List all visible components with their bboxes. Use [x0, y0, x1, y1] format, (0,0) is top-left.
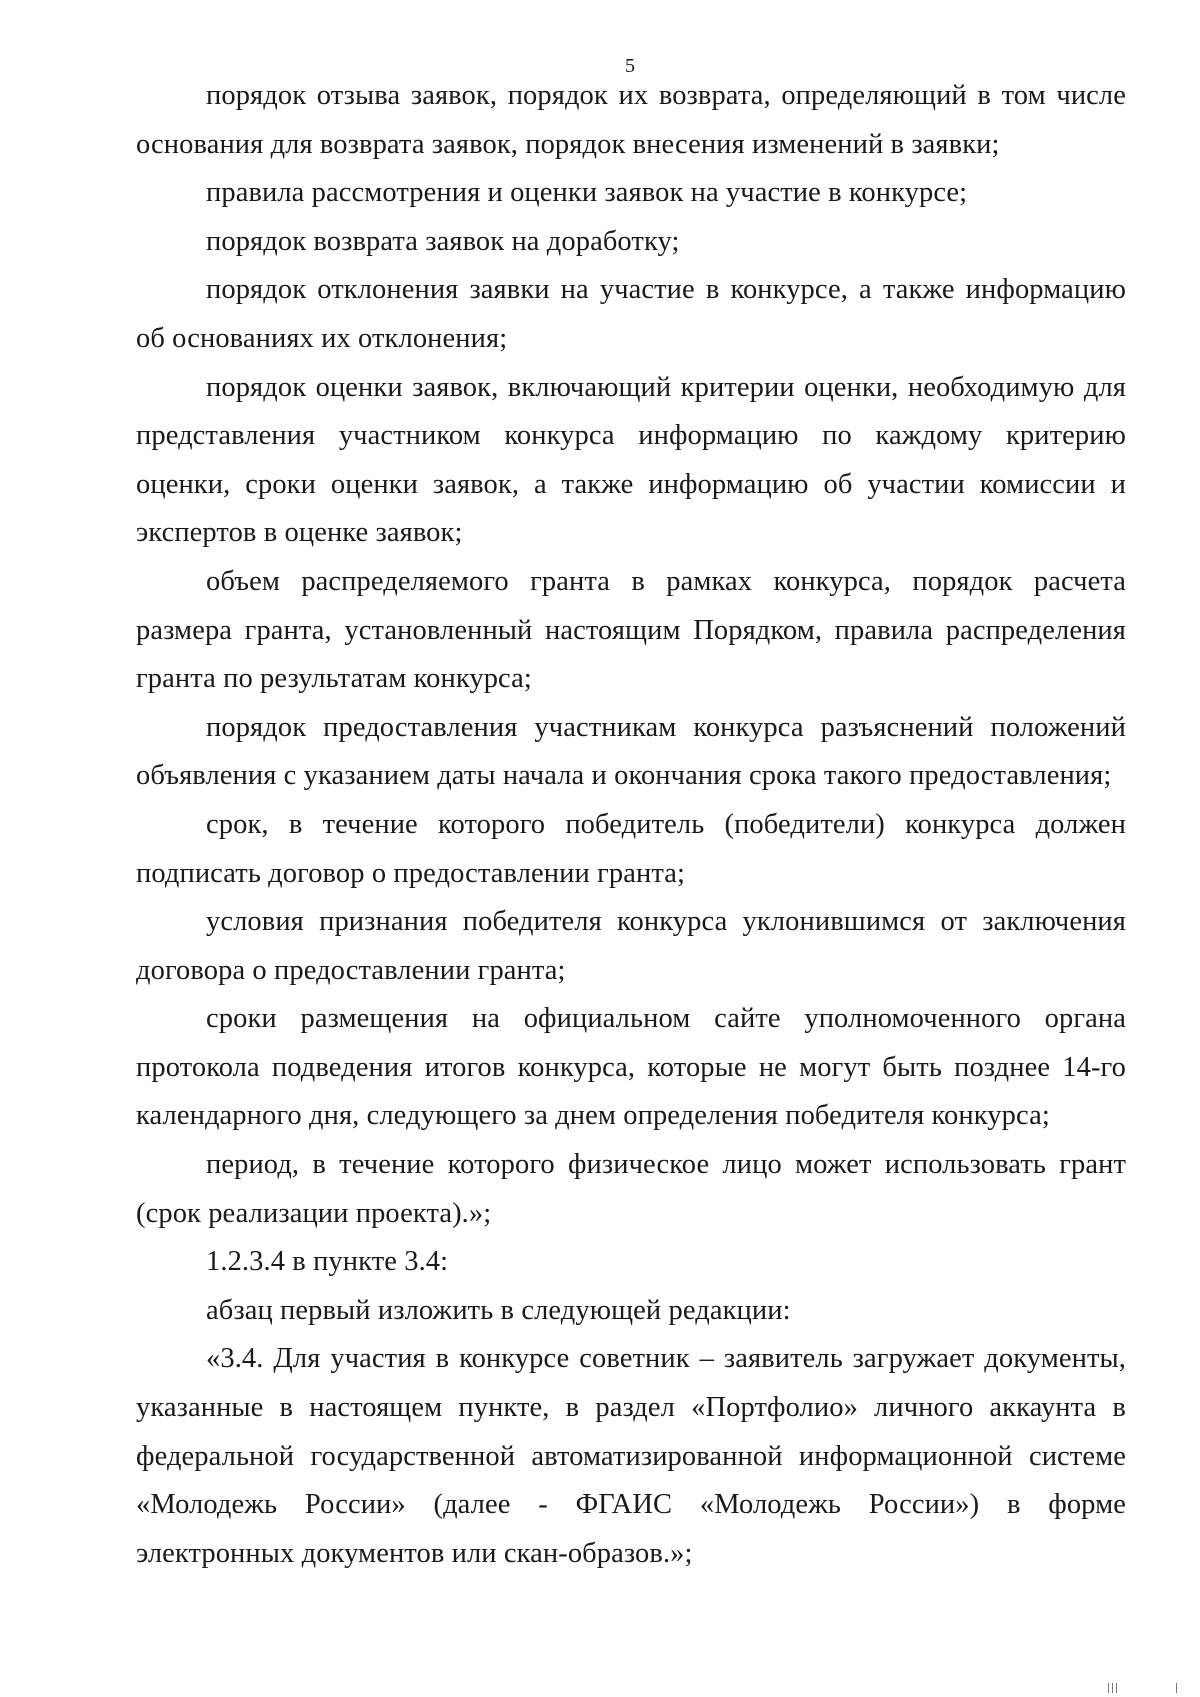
paragraph: правила рассмотрения и оценки заявок на участие в конкурсе; [206, 177, 968, 209]
paragraph: сроки размещения на официальном сайте уполномоченного органа протокола подведения итогов конкурса, которые не могут быть позднее 14-го календарного дня, следующего за днем определения победителя конкурса; [136, 1003, 1126, 1132]
paragraph: порядок возврата заявок на доработку; [206, 225, 680, 257]
paragraph: условия признания победителя конкурса уклонившимся от заключения договора о предоставлении гранта; [136, 906, 1126, 986]
paragraph: объем распределяемого гранта в рамках конкурса, порядок расчета размера гранта, установленный настоящим Порядком, правила распределения гранта по результатам конкурса; [136, 565, 1126, 695]
scan-artifact-mark [1108, 1683, 1109, 1693]
paragraph: период, в течение которого физическое лицо может использовать грант (срок реализации проекта).»; [136, 1149, 1126, 1229]
scan-artifact-mark [1176, 1683, 1177, 1693]
paragraph: порядок предоставления участникам конкурса разъяснений положений объявления с указанием даты начала и окончания срока такого предоставления; [136, 711, 1126, 792]
paragraph: срок, в течение которого победитель (победители) конкурса должен подписать договор о предоставлении гранта; [136, 808, 1126, 889]
paragraph: 1.2.3.4 в пункте 3.4: [206, 1246, 449, 1278]
document-body [136, 72, 1126, 1578]
paragraph: порядок отклонения заявки на участие в конкурсе, а также информацию об основаниях их отклонения; [136, 274, 1126, 354]
paragraph: порядок оценки заявок, включающий критерии оценки, необходимую для представления участником конкурса информацию по каждому критерию оценки, сроки оценки заявок, а также информацию об участии комиссии и экспертов в оценке заявок; [136, 371, 1126, 549]
paragraph: абзац первый изложить в следующей редакции: [206, 1294, 791, 1326]
paragraph: порядок отзыва заявок, порядок их возврата, определяющий в том числе основания для возврата заявок, порядок внесения изменений в заявки; [136, 80, 1126, 160]
paragraph: «3.4. Для участия в конкурсе советник – заявитель загружает документы, указанные в настоящем пункте, в раздел «Портфолио» личного аккаунта в федеральной государственной автоматизированной информационной системе «Молодежь России» (далее - ФГАИС «Молодежь России») в форме электронных документов или скан-образов.»; [136, 1343, 1126, 1569]
scan-artifact-mark [1112, 1683, 1113, 1693]
page-number: 5 [625, 55, 635, 77]
scan-artifact-mark [1116, 1683, 1117, 1693]
